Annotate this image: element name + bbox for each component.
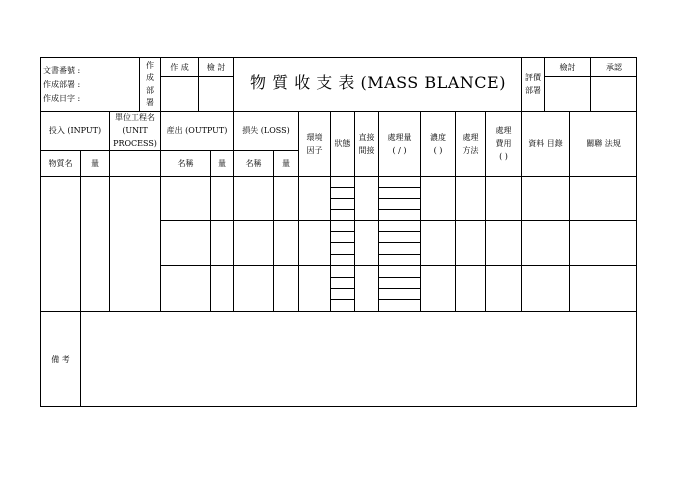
subcol-loss-amount: 量 [282, 159, 290, 168]
eval-dept-char: 部署 [525, 86, 541, 95]
grid-line [330, 209, 354, 210]
col-treat-amount-header: 處理量 [387, 133, 412, 142]
subcol-output-amount: 量 [218, 159, 226, 168]
col-env-factor-header: 環境 [306, 133, 323, 142]
subcol-material-name: 物質名 [48, 159, 73, 168]
col-input-header: 投入 (INPUT) [48, 126, 102, 135]
col-direct-header: 間接 [358, 146, 375, 155]
col-unit-process-header: 單位工程名 [115, 113, 155, 122]
grid-line [378, 209, 420, 210]
grid-line [378, 231, 420, 232]
approve-label: 承認 [606, 63, 622, 72]
grid-line [378, 198, 420, 199]
grid-line [80, 311, 81, 407]
col-concentration-header: 濃度 [430, 133, 446, 142]
dept-label: 作成部署 : [43, 80, 81, 89]
grid-line [378, 254, 420, 255]
col-treat-method-header: 處理 [462, 133, 479, 142]
grid-line [378, 187, 420, 188]
grid-line [40, 176, 637, 177]
col-treat-cost-header: 處理 [495, 126, 512, 135]
col-env-factor-header: 因子 [306, 146, 323, 155]
grid-line [160, 176, 161, 311]
grid-line [330, 187, 354, 188]
review2-label: 檢討 [559, 63, 576, 72]
grid-line [330, 254, 354, 255]
grid-line [330, 288, 354, 289]
prep-dept-char: 成 [146, 73, 154, 82]
grid-line [160, 76, 233, 77]
grid-line [378, 288, 420, 289]
col-output-header: 産出 (OUTPUT) [166, 126, 228, 135]
grid-line [160, 220, 637, 221]
grid-line [378, 299, 420, 300]
subcol-amount: 量 [91, 159, 99, 168]
col-state-header: 狀態 [334, 139, 351, 148]
grid-line [330, 231, 354, 232]
prep-dept-char: 作 [146, 61, 154, 70]
subcol-loss-name: 名稱 [245, 159, 262, 168]
col-related-law-header: 關聯 法規 [586, 139, 621, 148]
grid-line [160, 150, 298, 151]
grid-line [273, 150, 274, 311]
prep-dept-char: 署 [146, 98, 154, 107]
page-title: 物 質 收 支 表 (MASS BLANCE) [250, 73, 506, 92]
col-unit-process-header: (UNIT [122, 126, 148, 135]
grid-line [233, 176, 234, 311]
review-label: 檢 討 [206, 63, 226, 72]
grid-line [210, 150, 211, 311]
grid-line [40, 111, 637, 112]
prep-dept-char: 部 [146, 86, 154, 95]
grid-line [330, 299, 354, 300]
grid-line [378, 242, 420, 243]
grid-line [40, 150, 160, 151]
col-direct-header: 直接 [358, 133, 375, 142]
prep-label: 作 成 [170, 63, 189, 72]
eval-dept-char: 評價 [525, 73, 541, 82]
col-unit-process-header: PROCESS) [113, 139, 157, 148]
col-data-item-header: 資料 目錄 [528, 139, 563, 148]
col-treat-method-header: 方法 [462, 146, 479, 155]
grid-line [544, 76, 637, 77]
grid-line [330, 198, 354, 199]
date-label: 作成日字 : [43, 94, 81, 103]
form-frame [40, 57, 637, 407]
grid-line [378, 277, 420, 278]
grid-line [330, 277, 354, 278]
doc-number-label: 文書番號 : [43, 66, 81, 75]
remarks-label: 備 考 [51, 355, 70, 364]
grid-line [330, 242, 354, 243]
col-concentration-header: ( ) [433, 146, 443, 155]
grid-line [80, 150, 81, 311]
col-loss-header: 損失 (LOSS) [242, 126, 290, 135]
grid-line [160, 265, 637, 266]
subcol-output-name: 名稱 [177, 159, 194, 168]
grid-line [40, 311, 637, 312]
col-treat-amount-header: ( / ) [392, 146, 407, 155]
col-treat-cost-header: 費用 [495, 139, 512, 148]
col-treat-cost-header: ( ) [499, 152, 508, 161]
